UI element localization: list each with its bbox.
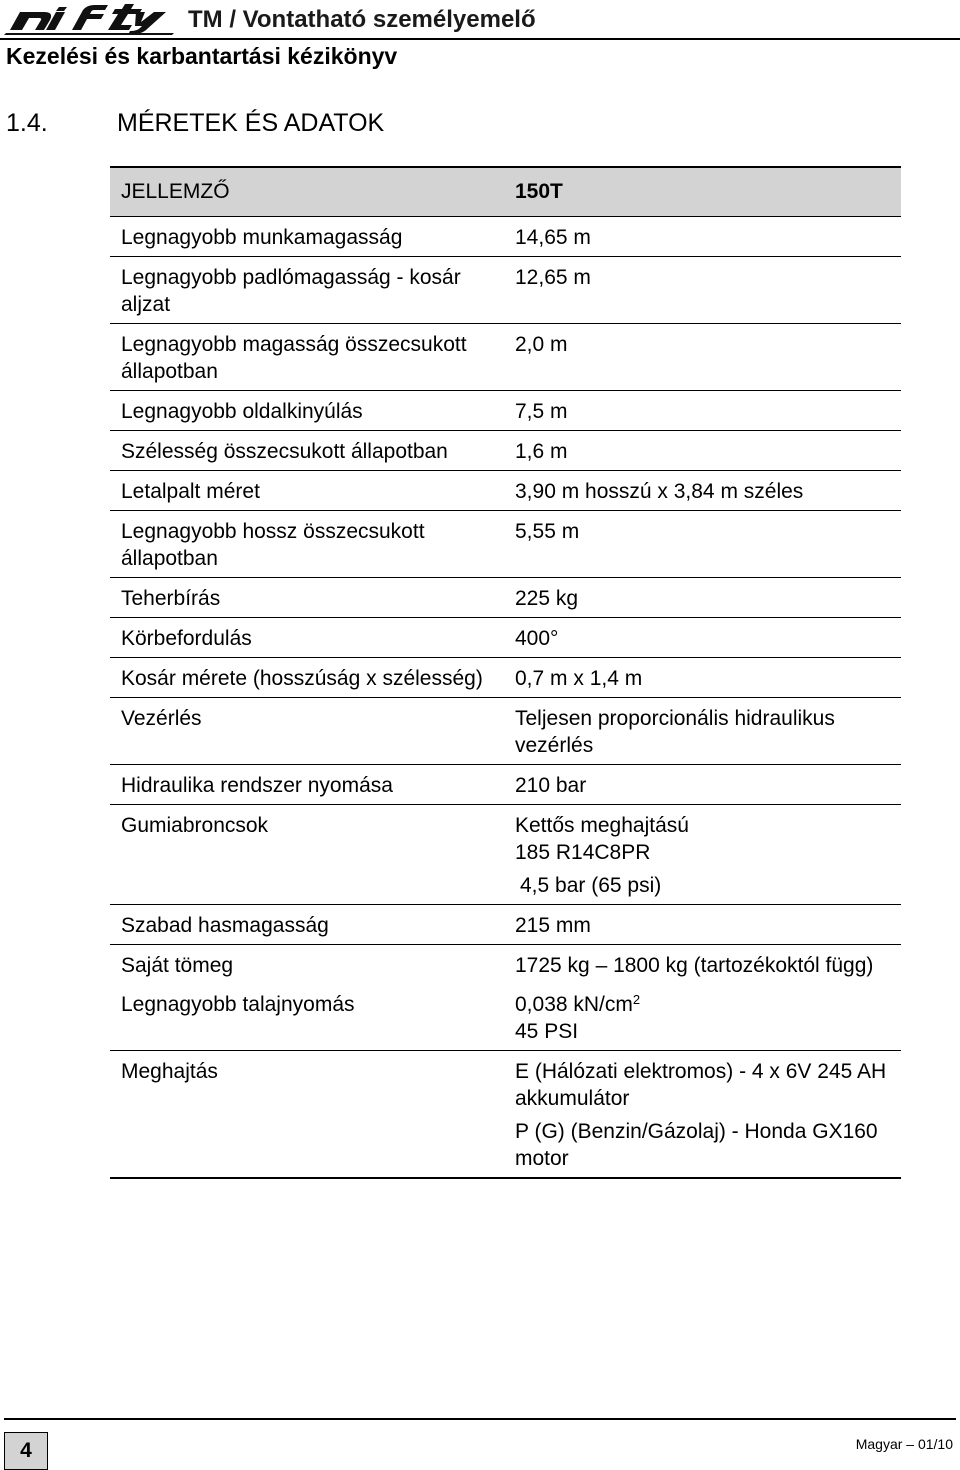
- row-value: [515, 705, 901, 759]
- row-feature: Vezérlés: [121, 707, 202, 730]
- row-feature: Körbefordulás: [121, 627, 252, 650]
- footer-language-date: Magyar – 01/10: [855, 1436, 953, 1452]
- pressure-value: 0,038 kN/cm: [515, 993, 633, 1016]
- row-feature: Hidraulika rendszer nyomása: [121, 774, 393, 797]
- row-feature: Legnagyobb talajnyomás: [121, 993, 355, 1016]
- header-model: 150T: [515, 180, 563, 203]
- footer-rule: [4, 1418, 956, 1420]
- row-value-line: P (G) (Benzin/Gázolaj) - Honda GX160: [515, 1120, 878, 1143]
- row-value-line: motor: [515, 1147, 569, 1170]
- page-header: [0, 0, 960, 70]
- row-value: 225 kg: [515, 587, 579, 610]
- row-feature: Legnagyobb padlómagasság - kosár aljzat: [121, 266, 461, 316]
- row-value: 3,90 m hosszú x 3,84 m széles: [515, 480, 804, 503]
- row-feature: Teherbírás: [121, 587, 221, 610]
- row-feature: Legnagyobb munkamagasság: [121, 226, 403, 249]
- section-number: 1.4.: [6, 109, 48, 137]
- row-value-line: 45 PSI: [515, 1020, 579, 1043]
- row-value: [515, 812, 901, 899]
- row-value: 5,55 m: [515, 520, 580, 543]
- row-value: [515, 1058, 901, 1172]
- row-value-line: 4,5 bar (65 psi): [520, 874, 662, 897]
- table-row: [110, 765, 901, 805]
- row-value: [515, 991, 901, 1045]
- logo-text: nifty: [4, 2, 6, 3]
- row-feature: Saját tömeg: [121, 954, 234, 977]
- table-row: [110, 618, 901, 658]
- row-feature: Szabad hasmagasság: [121, 914, 329, 937]
- row-feature: Szélesség összecsukott állapotban: [121, 440, 448, 463]
- nifty-logo: [4, 2, 182, 36]
- table-row: [110, 698, 901, 765]
- row-feature: Kosár mérete (hosszúság x szélesség): [121, 667, 483, 690]
- row-value: 2,0 m: [515, 333, 568, 356]
- table-row: [110, 578, 901, 618]
- product-title: TM / Vontatható személyemelő: [188, 6, 536, 33]
- row-value-line: Teljesen proporcionális hidraulikus: [515, 707, 835, 730]
- table-row: [110, 324, 901, 391]
- row-value-line: Kettős meghajtású: [515, 814, 689, 837]
- page-number: 4: [4, 1432, 48, 1470]
- table-row: [110, 805, 901, 905]
- row-value: 0,7 m x 1,4 m: [515, 667, 643, 690]
- row-value: 14,65 m: [515, 226, 591, 249]
- table-row: [110, 945, 901, 984]
- section-title: MÉRETEK ÉS ADATOK: [117, 109, 385, 137]
- row-value-line: 185 R14C8PR: [515, 841, 651, 864]
- row-value-line: akkumulátor: [515, 1087, 630, 1110]
- table-row: [110, 257, 901, 324]
- manual-title: Kezelési és karbantartási kézikönyv: [6, 43, 398, 69]
- row-feature: Legnagyobb hossz összecsukott állapotban: [121, 520, 425, 570]
- table-row: [110, 431, 901, 471]
- row-feature: Meghajtás: [121, 1060, 218, 1083]
- row-feature: Legnagyobb oldalkinyúlás: [121, 400, 363, 423]
- row-value: 1,6 m: [515, 440, 568, 463]
- table-row: [110, 471, 901, 511]
- row-feature: Gumiabroncsok: [121, 814, 269, 837]
- table-row: [110, 905, 901, 945]
- row-value-line: [515, 991, 901, 1018]
- row-feature: [110, 331, 515, 385]
- row-feature: Letalpalt méret: [121, 480, 260, 503]
- table-row: [110, 984, 901, 1051]
- table-row: [110, 391, 901, 431]
- table-row: [110, 511, 901, 578]
- table-row: [110, 658, 901, 698]
- table-header-row: [110, 166, 901, 217]
- table-row: [110, 217, 901, 257]
- row-value-line: E (Hálózati elektromos) - 4 x 6V 245 AH: [515, 1060, 887, 1083]
- row-value: 1725 kg – 1800 kg (tartozékoktól függ): [515, 954, 874, 977]
- row-value: 400°: [515, 627, 559, 650]
- specifications-table: [110, 166, 901, 1179]
- superscript-exponent: 2: [632, 992, 641, 1007]
- row-value-line: vezérlés: [515, 734, 594, 757]
- row-feature-line: Legnagyobb magasság összecsukott: [121, 333, 467, 356]
- header-rule: [0, 38, 960, 40]
- table-row: [110, 1051, 901, 1179]
- row-feature-line: állapotban: [121, 360, 218, 383]
- row-value: 215 mm: [515, 914, 591, 937]
- header-feature: JELLEMZŐ: [121, 180, 230, 203]
- row-value: 210 bar: [515, 774, 587, 797]
- row-value: 12,65 m: [515, 266, 591, 289]
- page-footer: [0, 1418, 960, 1470]
- row-value: 7,5 m: [515, 400, 568, 423]
